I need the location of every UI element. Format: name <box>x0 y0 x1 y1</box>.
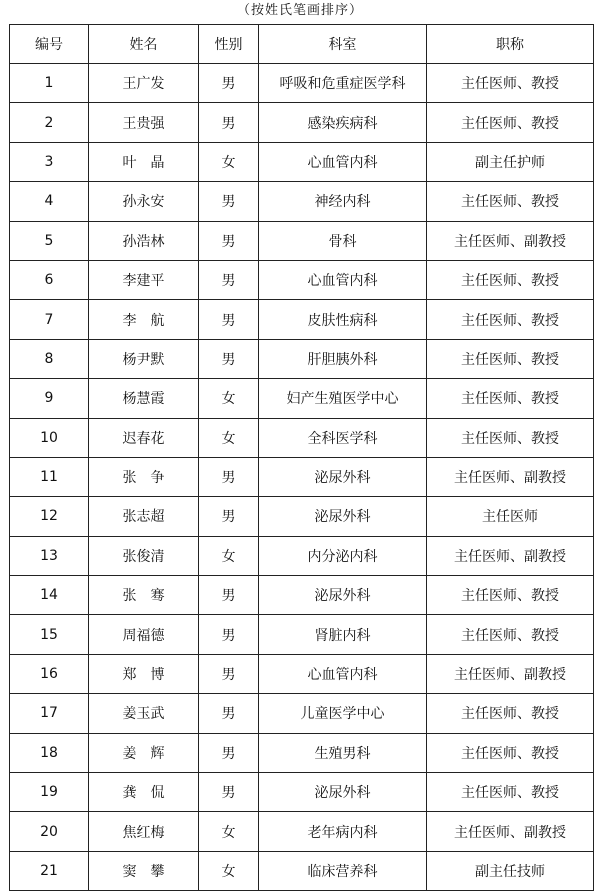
table-caption: （按姓氏笔画排序） <box>236 3 363 18</box>
cell-gender: 女 <box>199 812 259 851</box>
cell-department: 儿童医学中心 <box>259 694 427 733</box>
cell-department: 生殖男科 <box>259 733 427 772</box>
table-row <box>10 221 594 260</box>
cell-number: 11 <box>10 457 89 496</box>
cell-department: 皮肤性病科 <box>259 300 427 339</box>
cell-number: 6 <box>10 260 89 299</box>
table-row <box>10 339 594 378</box>
cell-gender: 女 <box>199 379 259 418</box>
cell-name: 周福德 <box>89 615 199 654</box>
cell-department: 呼吸和危重症医学科 <box>259 64 427 103</box>
cell-gender: 男 <box>199 300 259 339</box>
cell-number: 1 <box>10 64 89 103</box>
cell-gender: 男 <box>199 457 259 496</box>
table-row <box>10 576 594 615</box>
table-row <box>10 457 594 496</box>
cell-name: 李建平 <box>89 260 199 299</box>
cell-title: 副主任技师 <box>427 851 594 890</box>
table-row <box>10 300 594 339</box>
table-row <box>10 851 594 890</box>
cell-title: 主任医师、教授 <box>427 182 594 221</box>
table-row <box>10 260 594 299</box>
cell-gender: 男 <box>199 339 259 378</box>
cell-number: 4 <box>10 182 89 221</box>
cell-number: 7 <box>10 300 89 339</box>
cell-title: 主任医师、副教授 <box>427 654 594 693</box>
cell-gender: 男 <box>199 694 259 733</box>
cell-gender: 男 <box>199 733 259 772</box>
table-row <box>10 536 594 575</box>
cell-name: 郑 博 <box>89 654 199 693</box>
header-row <box>10 25 594 64</box>
cell-gender: 女 <box>199 536 259 575</box>
cell-title: 主任医师、教授 <box>427 418 594 457</box>
table-row <box>10 694 594 733</box>
cell-number: 12 <box>10 497 89 536</box>
cell-name: 杨尹默 <box>89 339 199 378</box>
table-row <box>10 497 594 536</box>
cell-title: 主任医师、教授 <box>427 694 594 733</box>
header-title: 职称 <box>427 25 594 64</box>
cell-name: 叶 晶 <box>89 142 199 181</box>
cell-number: 13 <box>10 536 89 575</box>
cell-name: 孙浩林 <box>89 221 199 260</box>
cell-gender: 女 <box>199 418 259 457</box>
table-row <box>10 103 594 142</box>
cell-name: 李 航 <box>89 300 199 339</box>
cell-gender: 男 <box>199 221 259 260</box>
table-row <box>10 142 594 181</box>
cell-title: 主任医师、教授 <box>427 576 594 615</box>
cell-number: 2 <box>10 103 89 142</box>
cell-department: 肝胆胰外科 <box>259 339 427 378</box>
cell-title: 主任医师、教授 <box>427 300 594 339</box>
cell-title: 主任医师、教授 <box>427 339 594 378</box>
cell-number: 15 <box>10 615 89 654</box>
cell-title: 主任医师 <box>427 497 594 536</box>
cell-number: 3 <box>10 142 89 181</box>
cell-gender: 男 <box>199 615 259 654</box>
cell-number: 5 <box>10 221 89 260</box>
cell-gender: 男 <box>199 497 259 536</box>
cell-department: 感染疾病科 <box>259 103 427 142</box>
cell-name: 孙永安 <box>89 182 199 221</box>
header-number: 编号 <box>10 25 89 64</box>
cell-department: 泌尿外科 <box>259 497 427 536</box>
cell-title: 主任医师、副教授 <box>427 812 594 851</box>
cell-gender: 男 <box>199 64 259 103</box>
cell-gender: 女 <box>199 142 259 181</box>
cell-department: 骨科 <box>259 221 427 260</box>
cell-name: 姜 辉 <box>89 733 199 772</box>
cell-department: 心血管内科 <box>259 142 427 181</box>
cell-title: 主任医师、教授 <box>427 103 594 142</box>
cell-title: 主任医师、教授 <box>427 379 594 418</box>
cell-title: 主任医师、副教授 <box>427 457 594 496</box>
cell-department: 心血管内科 <box>259 260 427 299</box>
table-row <box>10 812 594 851</box>
cell-name: 王广发 <box>89 64 199 103</box>
cell-title: 主任医师、副教授 <box>427 221 594 260</box>
table-row <box>10 64 594 103</box>
cell-name: 王贵强 <box>89 103 199 142</box>
cell-name: 张 骞 <box>89 576 199 615</box>
cell-name: 张俊清 <box>89 536 199 575</box>
cell-gender: 男 <box>199 182 259 221</box>
cell-name: 迟春花 <box>89 418 199 457</box>
cell-title: 主任医师、教授 <box>427 615 594 654</box>
cell-department: 神经内科 <box>259 182 427 221</box>
cell-number: 18 <box>10 733 89 772</box>
cell-gender: 男 <box>199 654 259 693</box>
cell-number: 8 <box>10 339 89 378</box>
table-row <box>10 182 594 221</box>
cell-department: 泌尿外科 <box>259 576 427 615</box>
cell-name: 窦 攀 <box>89 851 199 890</box>
table-body <box>10 64 594 891</box>
cell-number: 9 <box>10 379 89 418</box>
table-row <box>10 418 594 457</box>
cell-number: 20 <box>10 812 89 851</box>
cell-title: 主任医师、教授 <box>427 773 594 812</box>
cell-name: 张 争 <box>89 457 199 496</box>
cell-number: 17 <box>10 694 89 733</box>
cell-number: 10 <box>10 418 89 457</box>
cell-number: 16 <box>10 654 89 693</box>
staff-table <box>9 24 594 891</box>
header-department: 科室 <box>259 25 427 64</box>
cell-title: 主任医师、教授 <box>427 733 594 772</box>
cell-gender: 男 <box>199 260 259 299</box>
cell-number: 19 <box>10 773 89 812</box>
cell-name: 张志超 <box>89 497 199 536</box>
cell-title: 副主任护师 <box>427 142 594 181</box>
cell-name: 杨慧霞 <box>89 379 199 418</box>
cell-gender: 男 <box>199 103 259 142</box>
header-gender: 性别 <box>199 25 259 64</box>
cell-department: 心血管内科 <box>259 654 427 693</box>
table-row <box>10 654 594 693</box>
cell-number: 14 <box>10 576 89 615</box>
cell-department: 肾脏内科 <box>259 615 427 654</box>
cell-name: 姜玉武 <box>89 694 199 733</box>
cell-title: 主任医师、教授 <box>427 64 594 103</box>
cell-department: 临床营养科 <box>259 851 427 890</box>
table-row <box>10 773 594 812</box>
table-header <box>10 25 594 64</box>
cell-department: 全科医学科 <box>259 418 427 457</box>
header-name: 姓名 <box>89 25 199 64</box>
cell-department: 泌尿外科 <box>259 773 427 812</box>
cell-name: 焦红梅 <box>89 812 199 851</box>
table-row <box>10 615 594 654</box>
cell-department: 泌尿外科 <box>259 457 427 496</box>
cell-gender: 男 <box>199 773 259 812</box>
cell-title: 主任医师、教授 <box>427 260 594 299</box>
cell-number: 21 <box>10 851 89 890</box>
cell-gender: 女 <box>199 851 259 890</box>
table-row <box>10 379 594 418</box>
cell-department: 老年病内科 <box>259 812 427 851</box>
cell-title: 主任医师、副教授 <box>427 536 594 575</box>
cell-department: 妇产生殖医学中心 <box>259 379 427 418</box>
cell-gender: 男 <box>199 576 259 615</box>
cell-name: 龚 侃 <box>89 773 199 812</box>
table-row <box>10 733 594 772</box>
cell-department: 内分泌内科 <box>259 536 427 575</box>
